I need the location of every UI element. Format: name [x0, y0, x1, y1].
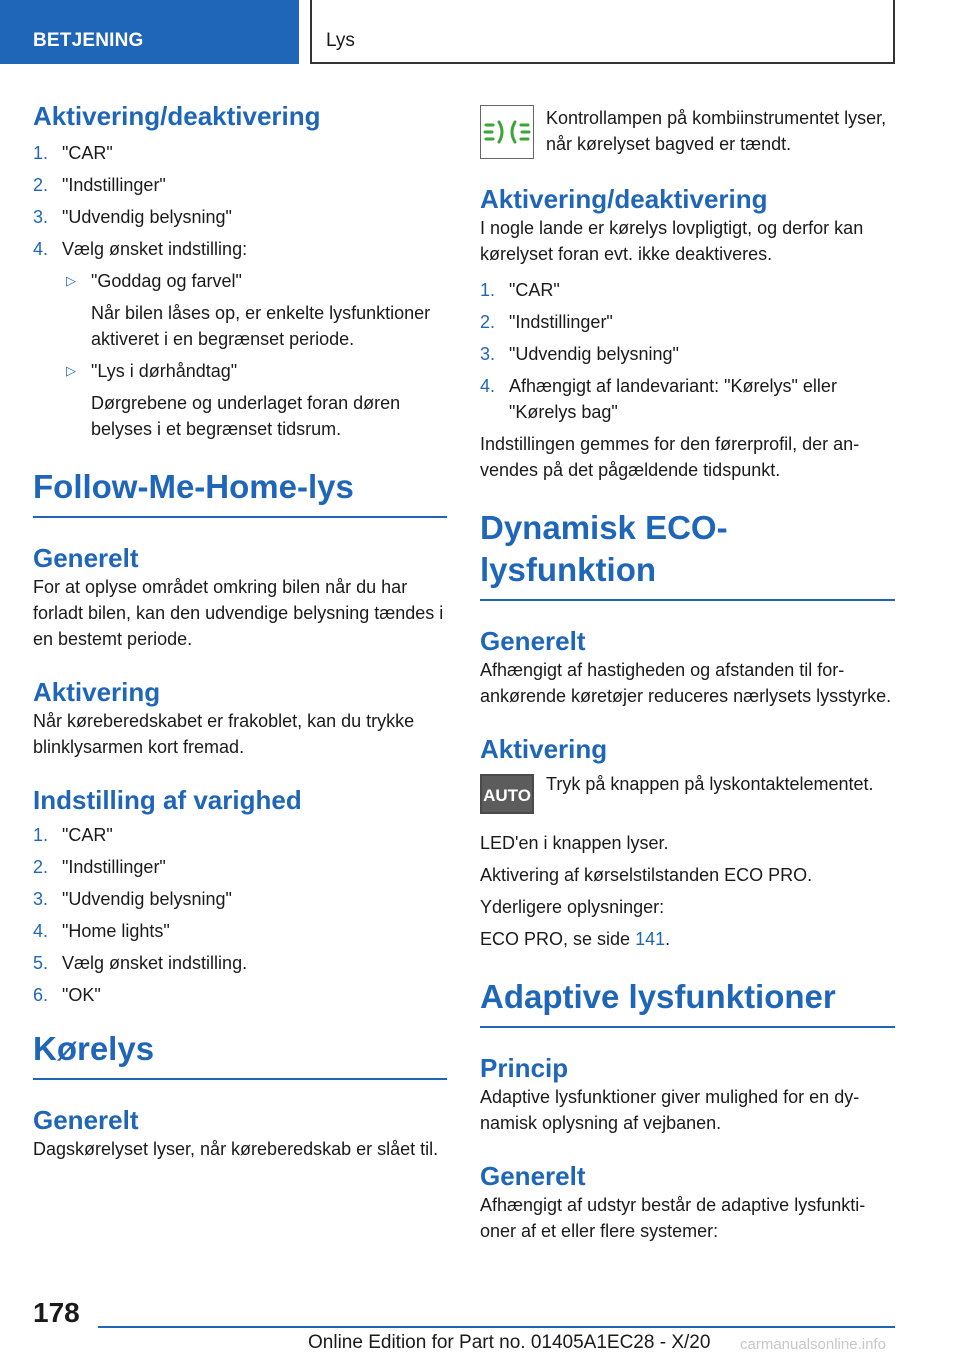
list-item: 3. "Udvendig belysning" — [33, 889, 232, 909]
paragraph: Yderligere oplysninger: — [480, 897, 665, 917]
list-item: 6. "OK" — [33, 985, 101, 1005]
auto-description: Tryk på knappen på lyskontaktelementet. — [546, 774, 874, 794]
heading-korelys: Kørelys — [33, 1028, 447, 1080]
section-tab — [0, 0, 299, 64]
steps-list-3 — [480, 277, 895, 425]
list-item: 2. "Indstillinger" — [480, 312, 613, 332]
page-link-141[interactable]: 141 — [635, 929, 666, 949]
heading-generelt-3: Generelt — [480, 626, 586, 656]
auto-button-icon — [480, 774, 534, 818]
paragraph: Afhængigt af hastigheden og afstanden til forankørende køretøjer reduceres nærlysets lysstyrke. — [480, 660, 892, 706]
sub-item: ▷ "Lys i dørhåndtag" Dørgrebene og underlaget foran døren belyses i et begrænset tidsrum. — [62, 358, 447, 442]
heading-indstilling: Indstilling af varighed — [33, 785, 302, 815]
edition-note: Online Edition for Part no. 01405A1EC28 - X/20 — [308, 1332, 711, 1353]
paragraph: Afhængigt af udstyr består de adaptive lysfunktioner af et eller flere systemer: — [480, 1195, 866, 1241]
heading-generelt: Generelt — [33, 543, 139, 573]
list-item: 2. "Indstillinger" — [33, 175, 166, 195]
paragraph: For at oplyse området omkring bilen når du har forladt bilen, kan den udvendige belysning tændes i en bestemt periode. — [33, 577, 444, 649]
auto-label: AUTO — [483, 786, 531, 805]
heading-aktivering-deaktivering-2: Aktivering/deaktivering — [480, 184, 768, 214]
right-column — [480, 105, 895, 1244]
paragraph: I nogle lande er kørelys lovpligtigt, og derfor kan kørelyset foran evt. ikke deaktiveres. — [480, 218, 864, 264]
heading-princip: Princip — [480, 1053, 569, 1083]
drl-indicator-icon — [480, 105, 534, 159]
left-column — [33, 100, 447, 1162]
paragraph: Dagskørelyset lyser, når køreberedskab er slået til. — [33, 1139, 439, 1159]
paragraph: Aktivering af kørselstilstanden ECO PRO. — [480, 865, 813, 885]
heading-adaptive: Adaptive lysfunktioner — [480, 976, 895, 1028]
page-number: 178 — [33, 1297, 80, 1328]
steps-list-2 — [33, 822, 447, 1008]
auto-row — [480, 771, 895, 818]
list-item: 4. Vælg ønsket indstilling: ▷ "Goddag og farvel" Når bilen låses op, er enkelte lysfunktioner aktiveret i en begrænset periode. ▷ "Lys i dørhåndtag" Dørgrebene og underlaget foran døren belyses i et begrænset tidsrum. — [33, 236, 447, 442]
heading-aktivering-2: Aktivering — [480, 734, 608, 764]
sub-options — [62, 268, 447, 442]
heading-dynamisk-eco: Dynamisk ECO-lysfunktion — [480, 507, 895, 601]
indicator-row — [480, 105, 895, 159]
list-item: 4. Afhængigt af landevariant: "Kørelys" eller "Kørelys bag" — [480, 376, 837, 422]
list-item: 5. Vælg ønsket indstilling. — [33, 953, 248, 973]
heading-follow-me-home: Follow-Me-Home-lys — [33, 466, 447, 518]
paragraph: Adaptive lysfunktioner giver mulighed for en dynamisk oplysning af vejbanen. — [480, 1087, 860, 1133]
paragraph: Indstillingen gemmes for den førerprofil, der anvendes på det pågældende tidspunkt. — [480, 434, 860, 480]
triangle-bullet-icon: ▷ — [66, 273, 76, 288]
heading-aktivering-deaktivering: Aktivering/deaktivering — [33, 101, 321, 131]
paragraph: LED'en i knappen lyser. — [480, 833, 669, 853]
indicator-description: Kontrollampen på kombiinstrumentet lyser, når kørelyset bagved er tændt. — [546, 108, 887, 154]
list-item: 1. "CAR" — [33, 143, 113, 163]
list-item: 3. "Udvendig belysning" — [33, 207, 232, 227]
section-title: BETJENING — [33, 30, 144, 51]
list-item: 1. "CAR" — [480, 280, 560, 300]
list-item: 1. "CAR" — [33, 825, 113, 845]
watermark: carmanualsonline.info — [740, 1336, 886, 1353]
steps-list-1 — [33, 140, 447, 442]
topic-title: Lys — [326, 30, 355, 51]
heading-aktivering: Aktivering — [33, 677, 161, 707]
heading-generelt-2: Generelt — [33, 1105, 139, 1135]
sub-item: ▷ "Goddag og farvel" Når bilen låses op, er enkelte lysfunktioner aktiveret i en begrænset periode. — [62, 268, 447, 352]
paragraph: Når køreberedskabet er frakoblet, kan du trykke blinklysarmen kort fremad. — [33, 711, 415, 757]
topic-tab — [310, 0, 895, 64]
list-item: 2. "Indstillinger" — [33, 857, 166, 877]
triangle-bullet-icon: ▷ — [66, 363, 76, 378]
paragraph-eco-pro-ref: ECO PRO, se side 141. — [480, 929, 671, 949]
list-item: 4. "Home lights" — [33, 921, 170, 941]
list-item: 3. "Udvendig belysning" — [480, 344, 679, 364]
footer-divider — [98, 1326, 895, 1328]
heading-generelt-4: Generelt — [480, 1161, 586, 1191]
